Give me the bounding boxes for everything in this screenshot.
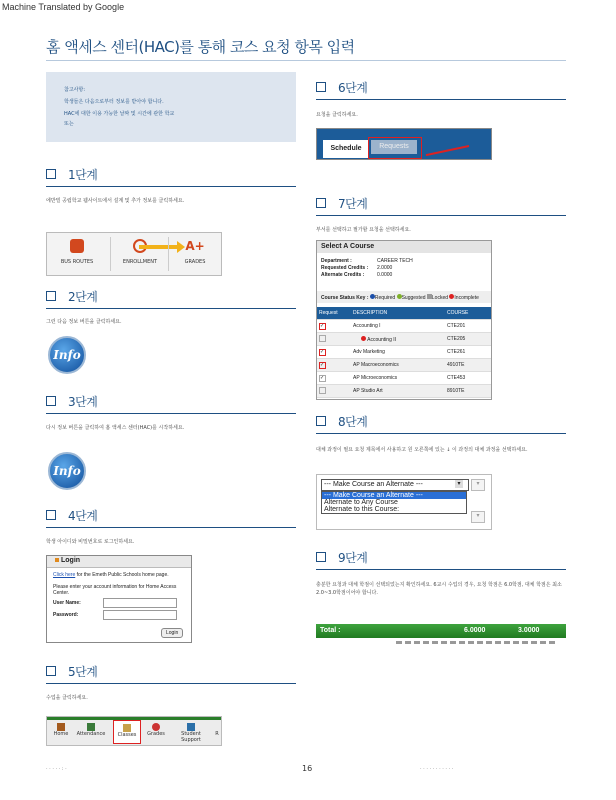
- checkbox-icon: [46, 510, 56, 520]
- step-6-desc: 요청을 클릭하세요.: [316, 112, 358, 118]
- step-divider: [316, 215, 566, 216]
- course-description: Accounting II: [367, 336, 397, 343]
- status-suggested: Suggested: [401, 295, 426, 301]
- machine-translated-label: Machine Translated by Google: [2, 2, 125, 12]
- total-bar: [316, 624, 566, 638]
- step-1-desc: 에반빌 공립학교 웹사이트에서 설계 및 추가 정보를 클릭하세요.: [46, 198, 185, 204]
- requested-credits-value: 2.0000: [377, 265, 393, 271]
- username-input[interactable]: [103, 598, 177, 608]
- nav-label: Attendance: [76, 731, 106, 737]
- chevron-down-icon[interactable]: ▾: [471, 511, 485, 523]
- step-divider: [46, 308, 296, 309]
- login-title-bar: [47, 556, 191, 568]
- status-key-label: Course Status Key :: [321, 295, 369, 301]
- note-line: HAC에 대한 이용 가능한 날짜 및 시간에 관한 학교: [64, 111, 175, 117]
- tab-schedule[interactable]: Schedule: [323, 140, 369, 158]
- title-divider: [46, 60, 566, 61]
- nav-label: Home: [53, 731, 69, 737]
- login-button[interactable]: Login: [161, 628, 183, 638]
- step-label: 7단계: [338, 197, 368, 211]
- request-checkbox[interactable]: [319, 335, 326, 342]
- department-label: Department :: [321, 258, 352, 264]
- total-label: Total :: [320, 627, 341, 634]
- checkbox-icon: [316, 198, 326, 208]
- nav-label: Grades: [147, 731, 165, 737]
- divider: [168, 237, 169, 271]
- step-label: 5단계: [68, 665, 98, 679]
- nav-home[interactable]: [51, 723, 71, 737]
- request-checkbox[interactable]: ✓: [320, 322, 325, 329]
- checkbox-icon: [46, 666, 56, 676]
- step-divider: [316, 569, 566, 570]
- nav-label: BUS ROUTES: [60, 259, 94, 265]
- nav-student-support[interactable]: [171, 723, 211, 743]
- nav-truncated: R: [215, 731, 219, 737]
- step-divider: [46, 527, 296, 528]
- table-row[interactable]: [317, 333, 491, 346]
- footer-left: · · · · · : ·: [46, 766, 67, 772]
- step-label: 4단계: [68, 509, 98, 523]
- col-course: COURSE: [445, 307, 491, 320]
- department-value: CAREER TECH: [377, 258, 413, 264]
- option-item[interactable]: Alternate to this Course:: [324, 506, 400, 513]
- step-divider: [46, 413, 296, 414]
- course-code: CTE201: [445, 320, 491, 333]
- step-label: 6단계: [338, 81, 368, 95]
- select-course-header: Select A Course: [317, 241, 491, 253]
- attendance-icon: [87, 723, 95, 731]
- step-7-desc: 부서를 선택하고 필가할 요청을 선택하세요.: [316, 227, 411, 233]
- total-screenshot: [316, 624, 566, 646]
- step-label: 9단계: [338, 551, 368, 565]
- tab-requests[interactable]: Requests: [371, 140, 417, 154]
- login-intro: for the Emeth Public Schools home page.: [76, 572, 169, 578]
- login-screenshot: [46, 555, 192, 643]
- note-box: [46, 72, 296, 142]
- page-number: 16: [302, 764, 313, 773]
- request-checkbox[interactable]: ✓: [320, 374, 325, 381]
- alternate-select[interactable]: --- Make Course an Alternate ---: [321, 479, 469, 491]
- status-locked: Locked: [431, 295, 449, 301]
- status-required: Required: [374, 295, 396, 301]
- course-code: 8910TE: [445, 385, 491, 398]
- course-code: CTE261: [445, 346, 491, 359]
- bus-icon: [70, 239, 84, 253]
- course-description-cell: [351, 333, 445, 346]
- alternate-credits-value: 0.0000: [377, 272, 393, 278]
- course-code: CTE205: [445, 333, 491, 346]
- enrollment-item[interactable]: [115, 239, 165, 265]
- step-4-desc: 학생 아이디와 비밀번호로 로그인하세요.: [46, 539, 135, 545]
- alternate-dropdown-screenshot: [316, 474, 492, 530]
- request-checkbox[interactable]: ✓: [320, 361, 325, 368]
- login-title: Login: [61, 557, 81, 564]
- total-alternate: 3.0000: [518, 627, 540, 634]
- nav-label: Student Support: [181, 731, 201, 743]
- request-checkbox[interactable]: ✓: [320, 348, 325, 355]
- course-table: [317, 307, 491, 398]
- step-label: 2단계: [68, 290, 98, 304]
- username-label: User Name:: [53, 600, 81, 606]
- grades-item[interactable]: [173, 239, 217, 265]
- step-divider: [316, 99, 566, 100]
- table-row[interactable]: [317, 385, 491, 398]
- password-input[interactable]: [103, 610, 177, 620]
- step-divider: [316, 433, 566, 434]
- nav-grades[interactable]: [145, 723, 167, 737]
- course-description: Accounting I: [351, 320, 445, 333]
- footer-right: · · · · · · · · · · ·: [420, 766, 454, 772]
- step-label: 8단계: [338, 415, 368, 429]
- col-description: DESCRIPTION: [351, 307, 445, 320]
- incomplete-icon: [361, 336, 366, 341]
- info-button[interactable]: Info: [48, 336, 86, 374]
- course-description: AP Macroeconomics: [351, 359, 445, 372]
- password-label: Password:: [53, 612, 79, 618]
- step-label: 1단계: [68, 168, 98, 182]
- option-item[interactable]: --- Make Course an Alternate ---: [322, 492, 466, 499]
- page-title: 홈 액세스 센터(HAC)를 통해 코스 요청 항목 입력: [46, 38, 355, 56]
- chevron-down-icon[interactable]: ▾: [455, 480, 463, 488]
- nav-label: Classes: [117, 732, 137, 738]
- step-1-nav-screenshot: [46, 232, 222, 276]
- option-item[interactable]: Alternate to Any Course: [324, 499, 398, 506]
- course-status-key: [317, 291, 491, 303]
- grades-icon: A+: [185, 239, 205, 253]
- request-checkbox[interactable]: [319, 387, 326, 394]
- student-support-icon: [187, 723, 195, 731]
- alternate-options-list: [321, 491, 467, 514]
- course-code: 4910TE: [445, 359, 491, 372]
- table-header-row: [317, 307, 491, 320]
- note-line: 학생들은 다음으로부터 정보를 받아야 합니다.: [64, 99, 164, 105]
- checkbox-icon: [46, 396, 56, 406]
- note-line: 또는: [64, 121, 74, 127]
- nav-attendance[interactable]: [75, 723, 107, 737]
- checkbox-icon: [46, 291, 56, 301]
- tabs-screenshot: [316, 128, 492, 160]
- course-description: Adv Marketing: [351, 346, 445, 359]
- step-5-nav-screenshot: [46, 716, 222, 746]
- course-code: CTE453: [445, 372, 491, 385]
- select-course-screenshot: [316, 240, 492, 400]
- col-request: Request: [317, 307, 351, 320]
- home-icon: [57, 723, 65, 731]
- table-row[interactable]: [317, 372, 491, 385]
- step-divider: [46, 683, 296, 684]
- step-3-desc: 다시 정보 버튼을 클릭하여 홈 액세스 센터(HAC)를 시작하세요.: [46, 425, 185, 431]
- bullet-icon: [55, 558, 59, 562]
- step-divider: [46, 186, 296, 187]
- step-label: 3단계: [68, 395, 98, 409]
- checkbox-icon: [316, 416, 326, 426]
- step-2-desc: 그런 다음 정보 버튼을 클릭하세요.: [46, 319, 122, 325]
- total-requested: 6.0000: [464, 627, 486, 634]
- alternate-credits-label: Alternate Credits :: [321, 272, 365, 278]
- bus-routes-item[interactable]: [57, 239, 97, 265]
- requested-credits-label: Requested Credits :: [321, 265, 369, 271]
- step-5-desc: 수업을 클릭하세요.: [46, 695, 88, 701]
- nav-label: ENROLLMENT: [122, 259, 158, 265]
- course-description: AP Microeconomics: [351, 372, 445, 385]
- step-8-desc: 대체 과정이 필요 요청 제목에서 사용하고 원 오른쪽에 있는 ↓ 이 과정의 대체 과정을 선택하세요.: [316, 447, 528, 453]
- checkbox-icon: [46, 169, 56, 179]
- login-instructions: Please enter your account information for Home Access Center.: [53, 584, 177, 596]
- table-row[interactable]: [317, 346, 491, 359]
- info-button[interactable]: Info: [48, 452, 86, 490]
- nav-classes[interactable]: [113, 720, 141, 744]
- classes-icon: [123, 724, 131, 732]
- divider: [110, 237, 111, 271]
- course-description: AP Studio Art: [351, 385, 445, 398]
- chevron-down-icon[interactable]: ▾: [471, 479, 485, 491]
- table-row[interactable]: [317, 320, 491, 333]
- highlight-box: [368, 137, 422, 159]
- status-incomplete: Incomplete: [454, 295, 479, 301]
- truncated-text-line: [396, 641, 556, 644]
- nav-label: GRADES: [184, 259, 206, 265]
- arrow-icon: [426, 145, 469, 156]
- checkbox-icon: [316, 82, 326, 92]
- step-9-desc: 충분한 요청과 대체 학점이 선택되었는지 확인하세요. 6교시 수업의 경우, 요청 학점은 6.0학점, 대체 학점은 최소 2.0~3.0학점이어야 합니다.: [316, 582, 562, 596]
- checkbox-icon: [316, 552, 326, 562]
- note-line: 참고사항:: [64, 87, 86, 93]
- grades-icon: [152, 723, 160, 731]
- click-here-link[interactable]: Click here: [53, 572, 76, 578]
- table-row[interactable]: [317, 359, 491, 372]
